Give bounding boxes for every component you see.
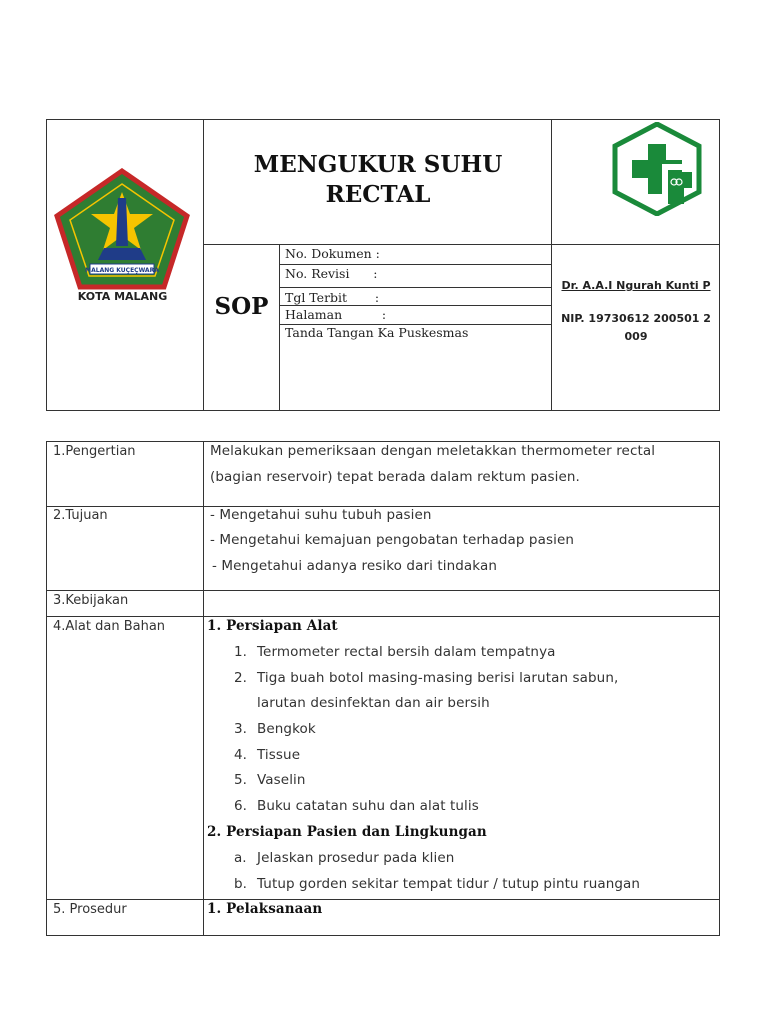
content-divider-v xyxy=(203,441,204,936)
puskesmas-logo-icon xyxy=(612,122,702,216)
kota-malang-emblem-icon xyxy=(54,168,190,290)
signatory-name: Dr. A.A.I Ngurah Kunti P xyxy=(561,279,711,292)
row-line xyxy=(46,899,720,900)
persiapan-alat-heading: 1. Persiapan Alat xyxy=(207,618,338,634)
list-item-number: 5. xyxy=(234,772,247,788)
field-row-line xyxy=(279,287,551,288)
pengertian-label: 1.Pengertian xyxy=(53,444,136,459)
list-item: Termometer rectal bersih dalam tempatnya xyxy=(257,644,556,660)
tujuan-label: 2.Tujuan xyxy=(53,508,108,523)
list-item: Tissue xyxy=(257,747,301,763)
page-title xyxy=(204,150,552,210)
list-item-number: 2. xyxy=(234,670,247,686)
halaman-field: Halaman : xyxy=(285,307,387,322)
pengertian-line-2: (bagian reservoir) tepat berada dalam rektum pasien. xyxy=(210,469,580,485)
pengertian-line-1: Melakukan pemeriksaan dengan meletakkan thermometer rectal xyxy=(210,443,656,459)
alat-label: 4.Alat dan Bahan xyxy=(53,619,166,634)
header-divider-v3 xyxy=(279,244,280,411)
list-item-letter: a. xyxy=(234,850,247,866)
list-item-letter: b. xyxy=(234,876,247,892)
pelaksanaan-heading: 1. Pelaksanaan xyxy=(207,901,323,917)
tujuan-item: - Mengetahui kemajuan pengobatan terhadap pasien xyxy=(210,532,575,548)
no-revisi-field: No. Revisi : xyxy=(285,266,378,281)
list-item-number: 3. xyxy=(234,721,247,737)
list-item: Vaselin xyxy=(257,772,306,788)
list-item-number: 6. xyxy=(234,798,247,814)
header-divider-h1 xyxy=(203,244,720,245)
tujuan-item: - Mengetahui suhu tubuh pasien xyxy=(210,507,432,523)
field-row-line xyxy=(279,305,551,306)
list-item: Buku catatan suhu dan alat tulis xyxy=(257,798,479,814)
tgl-terbit-field: Tgl Terbit : xyxy=(285,290,380,305)
city-label: KOTA MALANG xyxy=(77,290,168,303)
nip-line-1: NIP. 19730612 200501 2 xyxy=(561,312,711,325)
no-dokumen-field: No. Dokumen : xyxy=(285,246,380,261)
list-item: Tiga buah botol masing-masing berisi larutan sabun, xyxy=(257,670,619,686)
list-item: Tutup gorden sekitar tempat tidur / tutup pintu ruangan xyxy=(257,876,641,892)
title-line-2: RECTAL xyxy=(325,181,431,208)
nip-line-2: 009 xyxy=(624,330,648,343)
tanda-tangan-field: Tanda Tangan Ka Puskesmas xyxy=(285,325,469,340)
list-item-number: 4. xyxy=(234,747,247,763)
list-item: larutan desinfektan dan air bersih xyxy=(257,695,490,711)
sop-label: SOP xyxy=(214,293,269,320)
row-line xyxy=(46,616,720,617)
list-item: Jelaskan prosedur pada klien xyxy=(257,850,455,866)
persiapan-pasien-heading: 2. Persiapan Pasien dan Lingkungan xyxy=(207,824,487,840)
kebijakan-label: 3.Kebijakan xyxy=(53,593,129,608)
field-row-line xyxy=(279,264,551,265)
prosedur-label: 5. Prosedur xyxy=(53,902,127,917)
list-item-number: 1. xyxy=(234,644,247,660)
emblem-banner-text: MALANG KUÇEÇWARA xyxy=(85,267,159,274)
title-line-1: MENGUKUR SUHU xyxy=(253,151,503,178)
tujuan-item: - Mengetahui adanya resiko dari tindakan xyxy=(212,558,498,574)
row-line xyxy=(46,590,720,591)
list-item: Bengkok xyxy=(257,721,316,737)
